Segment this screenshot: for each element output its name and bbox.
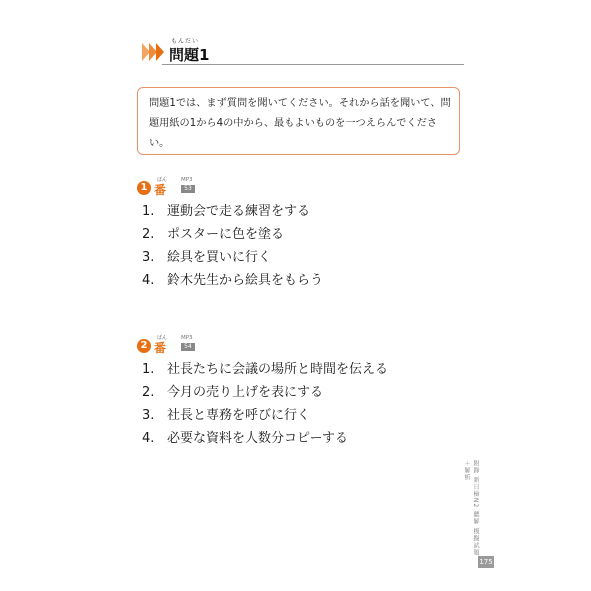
option-text: 今月の売り上げを表にする [167, 385, 324, 400]
option-text: 運動会で走る練習をする [167, 204, 311, 219]
list-item [137, 245, 417, 268]
ban-label: 番 [154, 183, 167, 197]
instructions-text: 問題1では、まず質問を聞いてください。それから話を聞いて、問題用紙の1から4の中から、最もよいものを一つえらんでください。 [149, 98, 451, 149]
list-item [137, 199, 417, 222]
question-2-options [137, 357, 417, 449]
option-number: 2. [142, 385, 155, 400]
title-furigana: もんだい [171, 38, 200, 45]
side-label: 附錄 新日檢N2 聽解 模擬試題＋解析 [463, 460, 479, 557]
instructions-box [137, 87, 460, 155]
option-number: 3. [142, 408, 155, 423]
track-number-badge: 54 [181, 343, 195, 351]
section-header [142, 36, 464, 68]
option-number: 2. [142, 227, 155, 242]
ban-label: 番 [154, 341, 167, 355]
list-item [137, 403, 417, 426]
option-number: 1. [142, 204, 155, 219]
list-item [137, 380, 417, 403]
page-number: 175 [479, 558, 493, 566]
track-number-badge: 53 [181, 185, 195, 193]
option-text: 鈴木先生から絵具をもらう [167, 273, 324, 288]
option-text: ポスターに色を塗る [167, 227, 285, 242]
option-text: 社長たちに会議の場所と時間を伝える [167, 362, 389, 377]
question-number-badge: 2 [137, 339, 151, 353]
page-title: 問題1 [169, 46, 210, 64]
mp3-label: MP3 [181, 177, 193, 183]
chevron-icon [156, 43, 164, 61]
ban-furigana: ばん [157, 335, 168, 341]
option-number: 1. [142, 362, 155, 377]
option-text: 必要な資料を人数分コピーする [167, 431, 348, 446]
option-number: 3. [142, 250, 155, 265]
question-number-badge: 1 [137, 181, 151, 195]
list-item [137, 222, 417, 245]
mp3-label: MP3 [181, 335, 193, 341]
question-1-options [137, 199, 417, 291]
option-text: 社長と専務を呼びに行く [167, 408, 311, 423]
header-divider [162, 64, 464, 65]
option-number: 4. [142, 273, 155, 288]
list-item [137, 426, 417, 449]
option-number: 4. [142, 431, 155, 446]
list-item [137, 268, 417, 291]
list-item [137, 357, 417, 380]
ban-furigana: ばん [157, 177, 168, 183]
option-text: 絵具を買いに行く [167, 250, 272, 265]
